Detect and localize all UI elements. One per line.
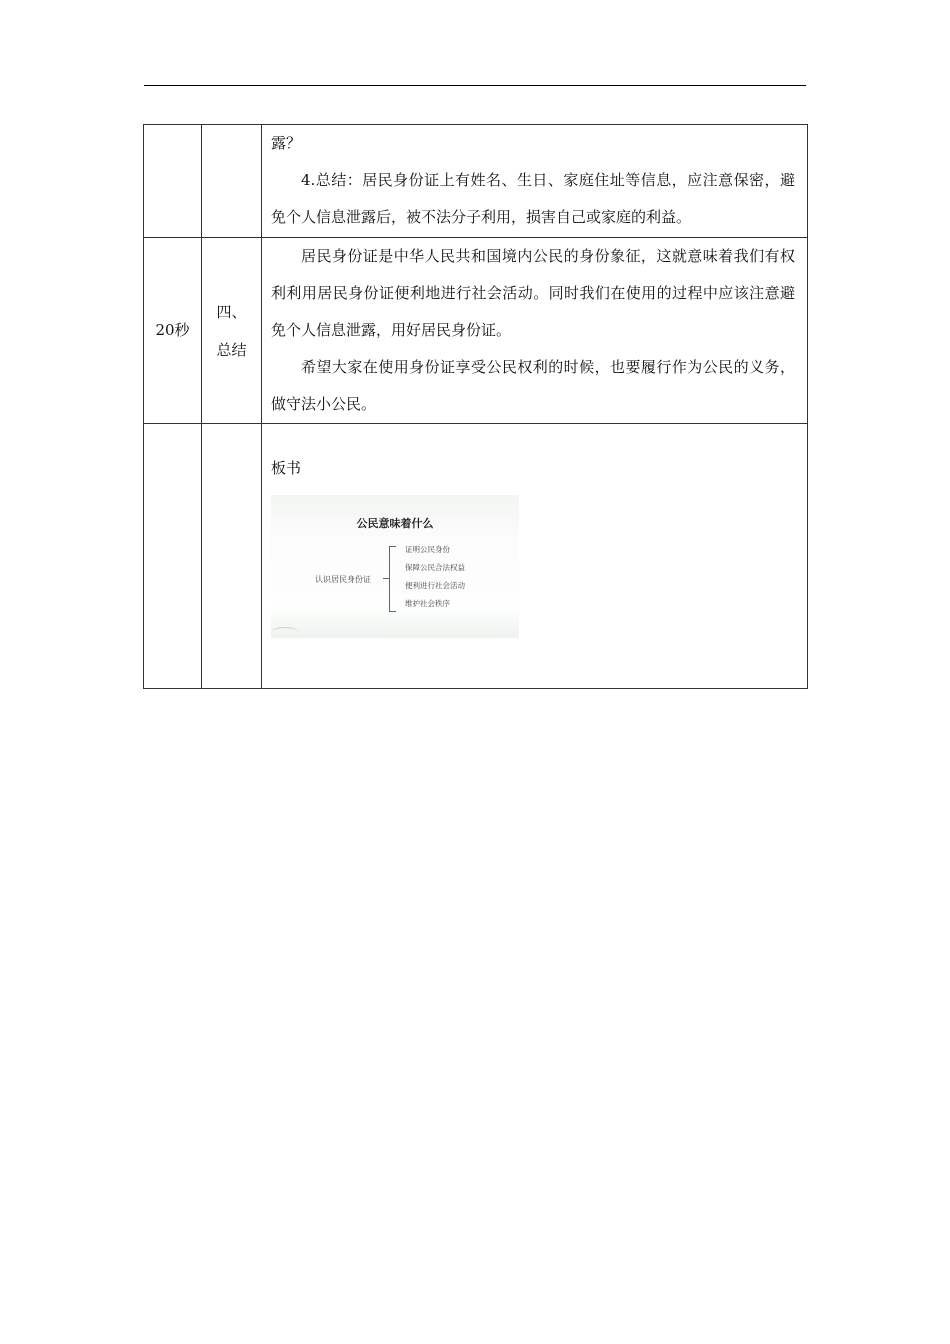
time-cell <box>144 424 202 689</box>
stage-title: 总结 <box>216 340 247 359</box>
blackboard-label: 板书 <box>271 459 302 477</box>
blackboard-item: 证明公民身份 <box>405 545 450 554</box>
stage-cell <box>202 238 262 424</box>
time-cell: 20秒 <box>144 238 202 424</box>
blackboard-title: 公民意味着什么 <box>356 517 434 530</box>
time-cell <box>144 125 202 238</box>
paragraph: 露？ <box>271 134 302 152</box>
header-rule <box>144 85 806 86</box>
paragraph: 居民身份证是中华人民共和国境内公民的身份象征，这就意味着我们有权利利用居民身份证便利地进行社会活动。同时我们在使用的过程中应该注意避免个人信息泄露，用好居民身份证。 <box>271 247 795 339</box>
content-cell <box>262 424 808 689</box>
blackboard-image <box>271 495 519 638</box>
stage-number: 四、 <box>216 302 247 321</box>
table-row <box>144 238 808 424</box>
blackboard-item: 便利进行社会活动 <box>405 581 465 590</box>
paragraph: 4.总结：居民身份证上有姓名、生日、家庭住址等信息，应注意保密，避免个人信息泄露后，被不法分子利用，损害自己或家庭的利益。 <box>271 171 795 226</box>
content-cell <box>262 125 808 238</box>
brace <box>389 546 396 612</box>
content-cell <box>262 238 808 424</box>
lesson-plan-table <box>143 124 808 689</box>
blackboard-root: 认识居民身份证 <box>315 575 371 584</box>
blackboard-item: 维护社会秩序 <box>405 599 450 608</box>
stage-cell <box>202 125 262 238</box>
table-row <box>144 125 808 238</box>
stage-cell <box>202 424 262 689</box>
table-row <box>144 424 808 689</box>
paragraph: 希望大家在使用身份证享受公民权利的时候，也要履行作为公民的义务，做守法小公民。 <box>271 358 795 413</box>
blackboard-item: 保障公民合法权益 <box>405 563 465 572</box>
decoration <box>271 627 299 638</box>
